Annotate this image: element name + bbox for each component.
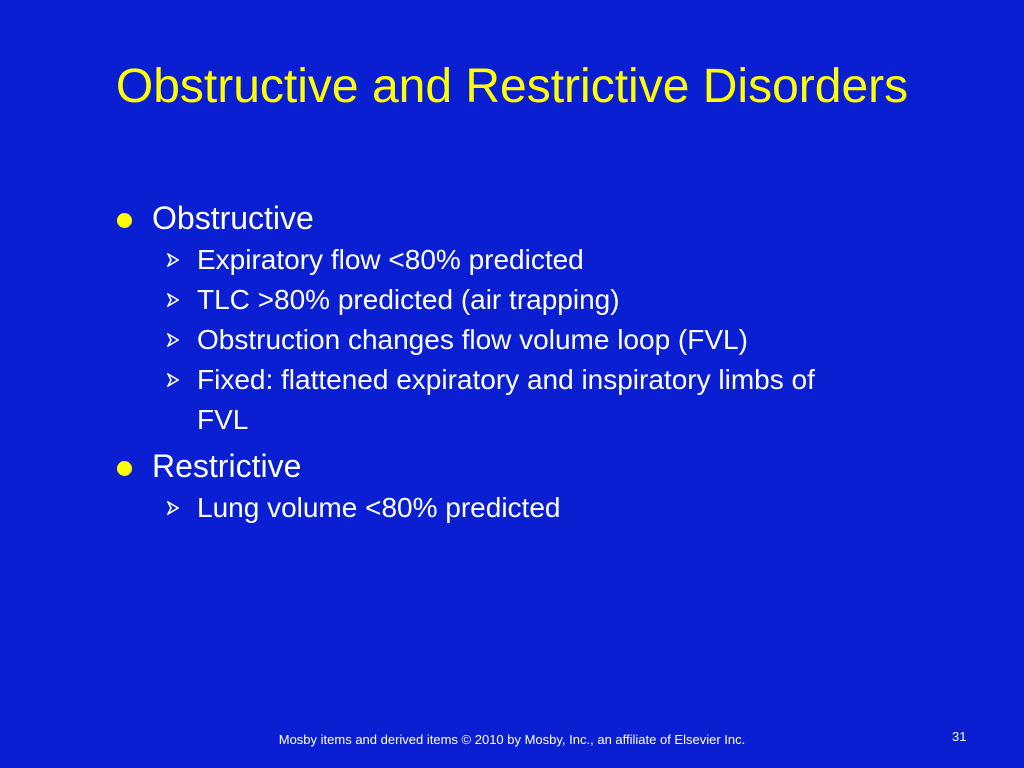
slide-content	[112, 196, 912, 528]
section-heading: Restrictive	[152, 448, 302, 484]
sub-bullet	[112, 280, 912, 320]
arrowhead-bullet-icon	[164, 320, 182, 360]
arrowhead-bullet-icon	[164, 488, 182, 528]
bullet-restrictive	[112, 444, 912, 488]
arrowhead-bullet-icon	[164, 360, 182, 400]
sub-bullet-text: TLC >80% predicted (air trapping)	[197, 284, 620, 315]
sub-bullet	[112, 360, 837, 440]
bullet-obstructive	[112, 196, 912, 240]
sub-bullet	[112, 320, 912, 360]
section-heading: Obstructive	[152, 200, 314, 236]
sub-bullet-text: Fixed: flattened expiratory and inspiratory limbs of FVL	[197, 364, 815, 435]
sub-bullet	[112, 488, 912, 528]
sub-bullet-text: Expiratory flow <80% predicted	[197, 244, 584, 275]
bullet-dot-icon	[114, 444, 134, 488]
copyright-footer: Mosby items and derived items © 2010 by Mosby, Inc., an affiliate of Elsevier Inc.	[278, 732, 746, 747]
bullet-dot-icon	[114, 196, 134, 240]
page-number: 31	[952, 729, 967, 744]
sub-bullet-text: Obstruction changes flow volume loop (FVL)	[197, 324, 748, 355]
slide-title: Obstructive and Restrictive Disorders	[115, 60, 909, 113]
arrowhead-bullet-icon	[164, 280, 182, 320]
arrowhead-bullet-icon	[164, 240, 182, 280]
sub-bullet	[112, 240, 912, 280]
sub-bullet-text: Lung volume <80% predicted	[197, 492, 561, 523]
